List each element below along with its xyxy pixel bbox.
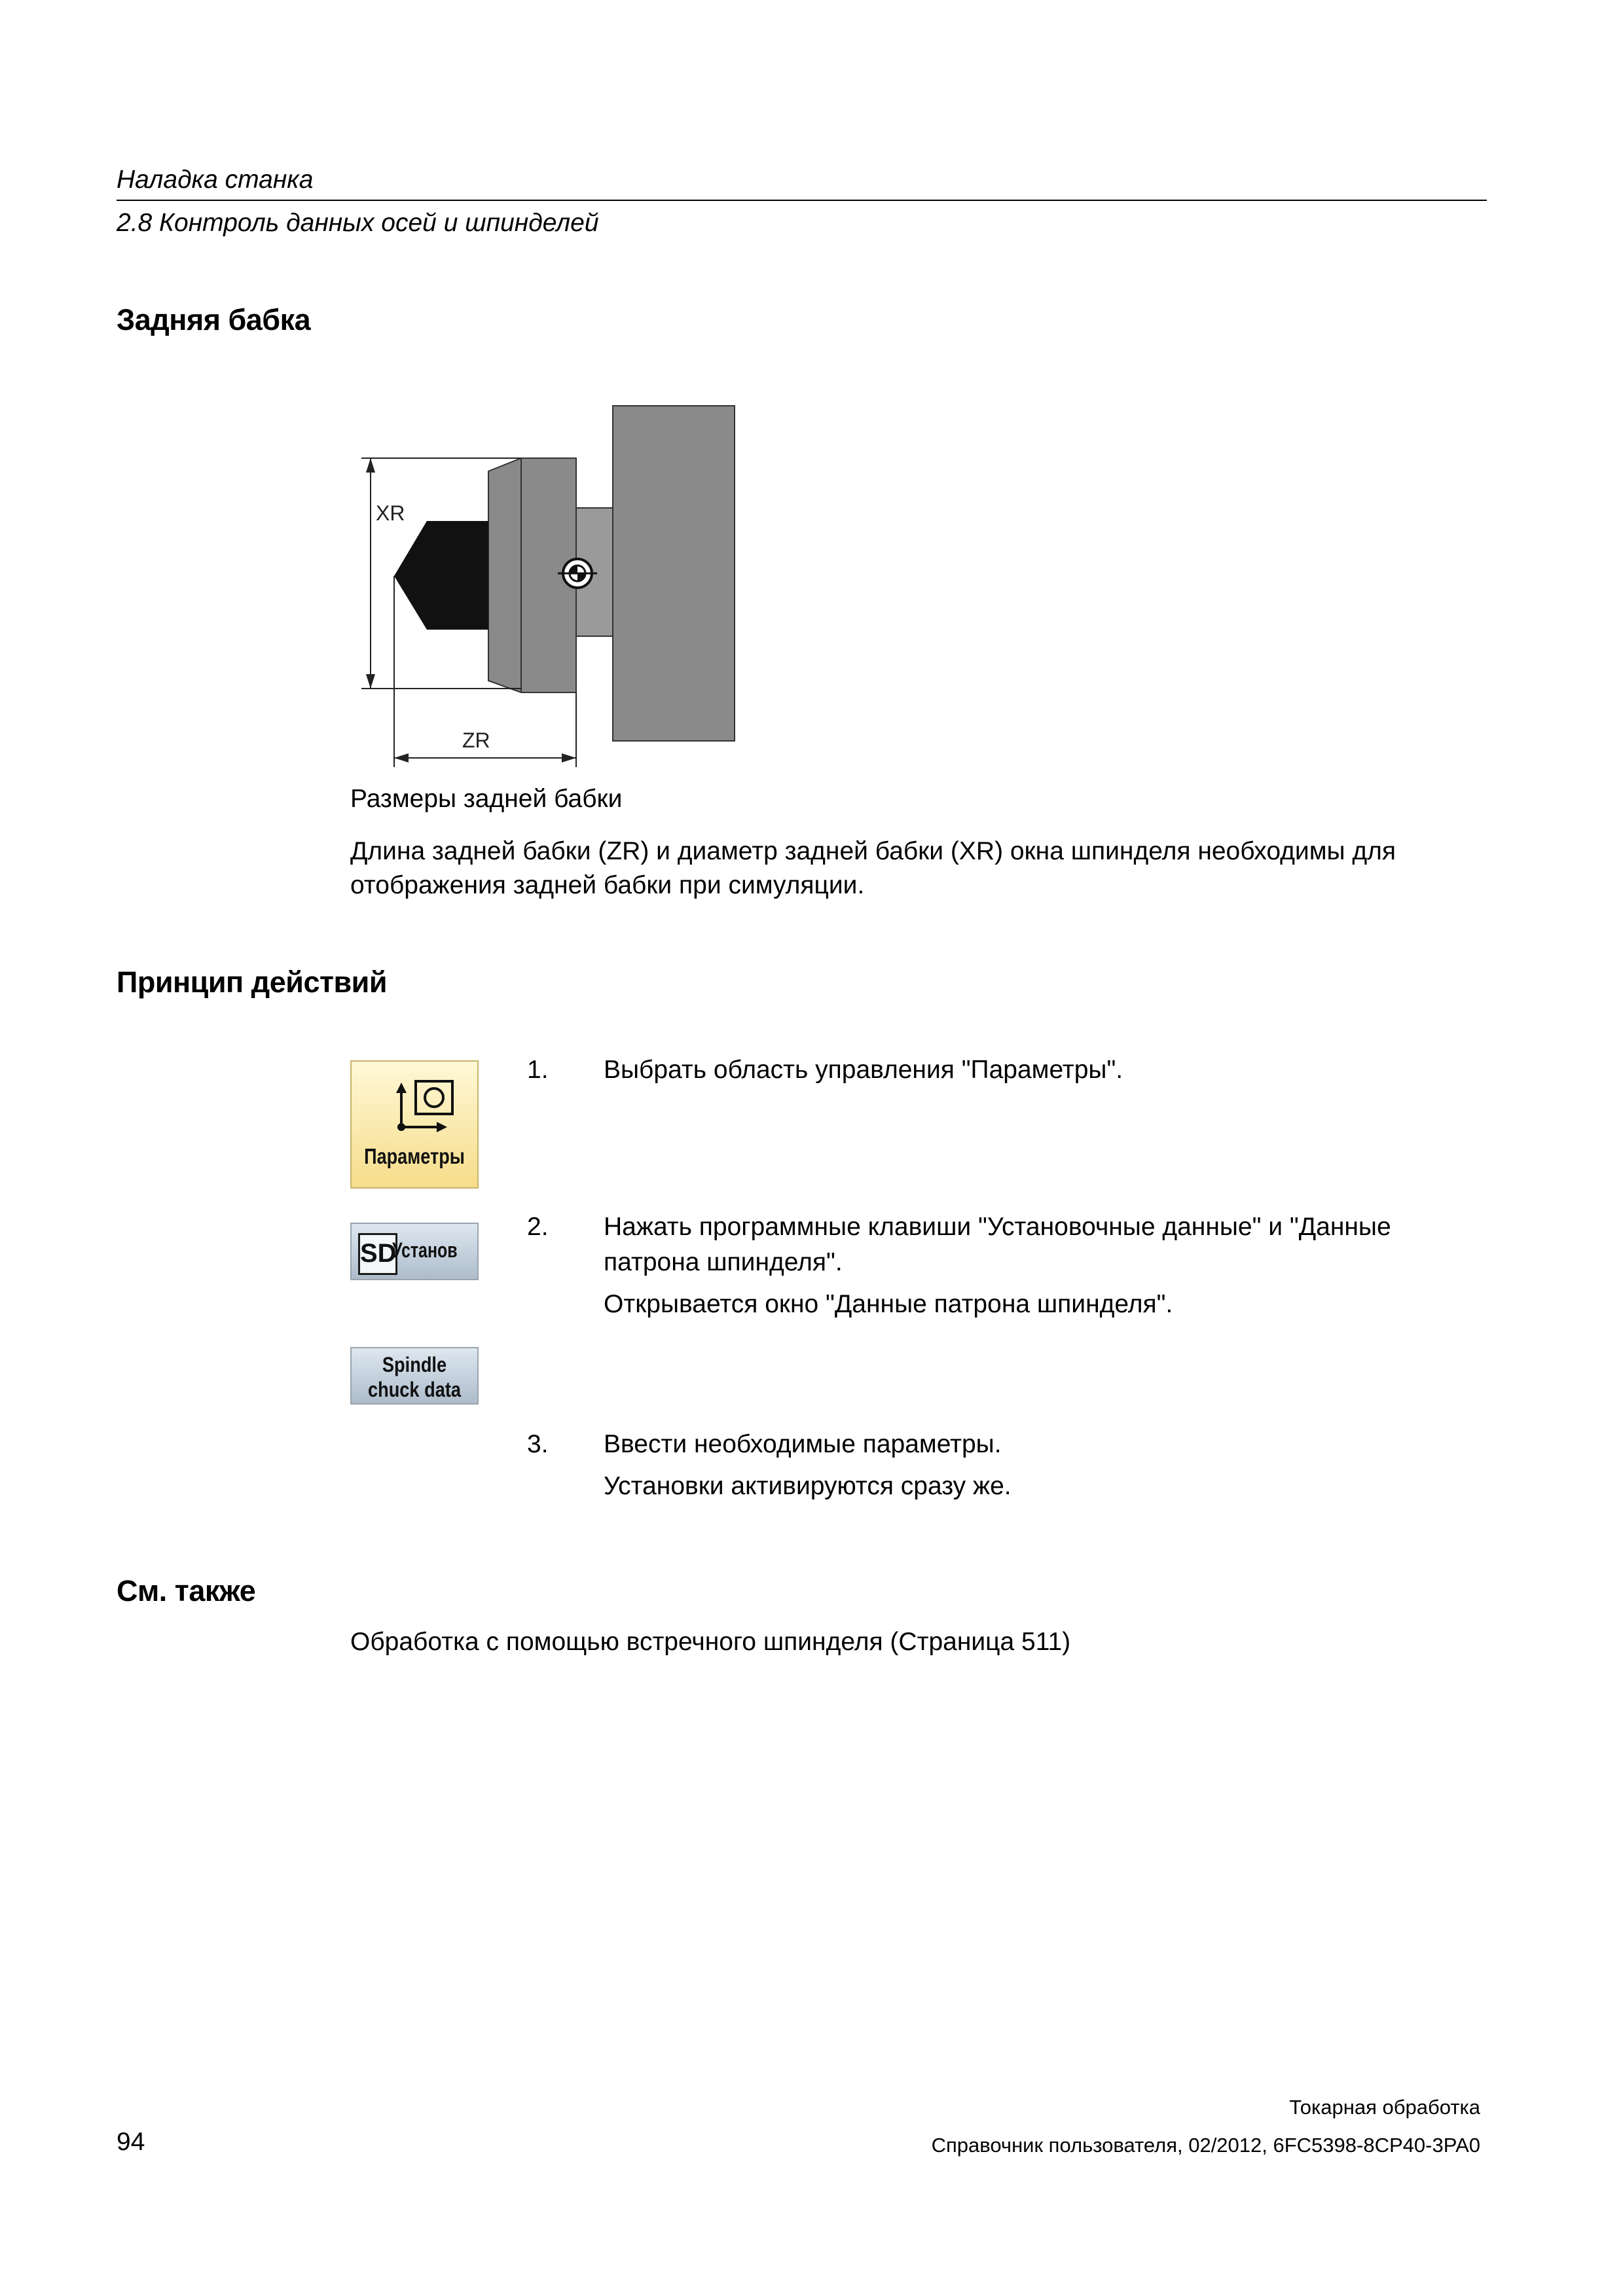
spindle-softkey-label-line1: Spindle bbox=[382, 1353, 447, 1376]
running-header-chapter: Наладка станка bbox=[117, 166, 314, 194]
tailstock-dimensions-figure bbox=[354, 393, 746, 772]
tailstock-heading: Задняя бабка bbox=[117, 303, 311, 336]
tailstock-center-tip bbox=[394, 521, 488, 630]
step-number: 3. bbox=[527, 1430, 549, 1458]
step-text: Ввести необходимые параметры. bbox=[604, 1430, 1002, 1458]
procedure-heading: Принцип действий bbox=[117, 965, 387, 999]
setting-data-softkey-label: Установ bbox=[392, 1238, 458, 1262]
step-result: Установки активируются сразу же. bbox=[604, 1472, 1012, 1500]
step-text: патрона шпинделя". bbox=[604, 1248, 843, 1276]
tailstock-paragraph-line2: отображения задней бабки при симуляции. bbox=[350, 871, 865, 899]
xr-label: XR bbox=[376, 501, 405, 525]
header-rule bbox=[117, 200, 1487, 201]
parameters-softkey[interactable] bbox=[350, 1060, 479, 1189]
figure-caption: Размеры задней бабки bbox=[350, 785, 623, 813]
spindle-chuck-block bbox=[613, 406, 735, 741]
setting-data-softkey[interactable] bbox=[350, 1223, 479, 1280]
axes-icon bbox=[375, 1076, 460, 1139]
tailstock-paragraph-line1: Длина задней бабки (ZR) и диаметр задней бабки (XR) окна шпинделя необходимы для bbox=[350, 837, 1396, 865]
see-also-link[interactable]: Обработка с помощью встречного шпинделя (Страница 511) bbox=[350, 1628, 1071, 1656]
step-text: Выбрать область управления "Параметры". bbox=[604, 1056, 1123, 1084]
step-number: 1. bbox=[527, 1056, 549, 1084]
spindle-softkey-label-line2: chuck data bbox=[367, 1378, 462, 1401]
spindle-chuck-data-softkey[interactable] bbox=[350, 1347, 479, 1405]
footer-manual-info: Справочник пользователя, 02/2012, 6FC5398-8CP40-3PA0 bbox=[931, 2134, 1480, 2157]
page-number: 94 bbox=[117, 2128, 145, 2156]
parameters-softkey-label: Параметры bbox=[364, 1144, 465, 1168]
see-also-heading: См. также bbox=[117, 1574, 256, 1607]
zr-label: ZR bbox=[462, 728, 490, 752]
footer-book-title: Токарная обработка bbox=[1289, 2096, 1480, 2119]
step-number: 2. bbox=[527, 1213, 549, 1241]
running-header-section: 2.8 Контроль данных осей и шпинделей bbox=[117, 209, 599, 237]
step-result: Открывается окно "Данные патрона шпинделя". bbox=[604, 1290, 1173, 1318]
step-text: Нажать программные клавиши "Установочные данные" и "Данные bbox=[604, 1213, 1391, 1241]
sd-icon: SD bbox=[358, 1233, 397, 1275]
